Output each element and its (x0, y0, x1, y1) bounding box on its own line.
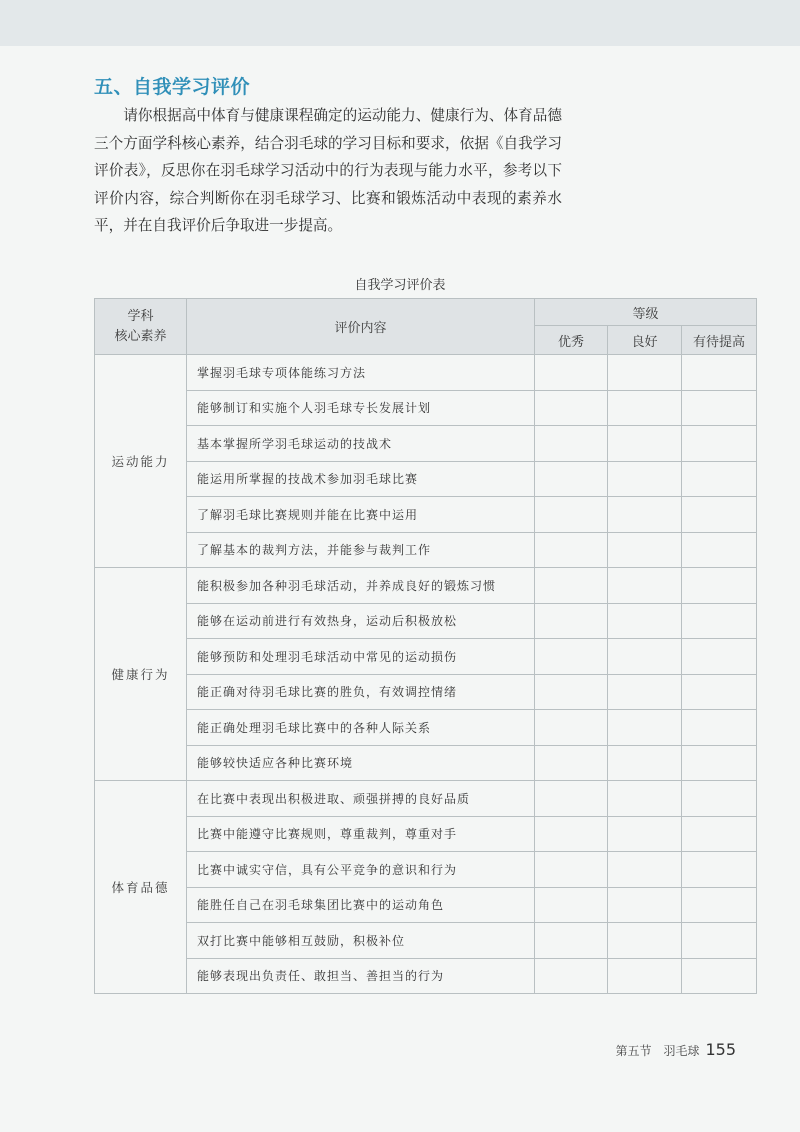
grade-cell-good[interactable] (608, 710, 682, 746)
grade-cell-good[interactable] (608, 745, 682, 781)
grade-cell-good[interactable] (608, 603, 682, 639)
grade-cell-improve[interactable] (682, 532, 757, 568)
eval-item: 能积极参加各种羽毛球活动，并养成良好的锻炼习惯 (187, 568, 535, 604)
grade-cell-excellent[interactable] (535, 603, 608, 639)
table-row (95, 355, 757, 391)
grade-cell-good[interactable] (608, 426, 682, 462)
eval-item: 了解羽毛球比赛规则并能在比赛中运用 (187, 497, 535, 533)
category-sport-ethics: 体育品德 (95, 781, 187, 994)
grade-cell-improve[interactable] (682, 887, 757, 923)
grade-cell-good[interactable] (608, 639, 682, 675)
header-grade: 等级 (535, 299, 757, 326)
eval-item: 能够较快适应各种比赛环境 (187, 745, 535, 781)
table-row (95, 852, 757, 888)
grade-cell-excellent[interactable] (535, 745, 608, 781)
eval-item: 双打比赛中能够相互鼓励，积极补位 (187, 923, 535, 959)
table-row (95, 426, 757, 462)
grade-cell-improve[interactable] (682, 639, 757, 675)
category-health-behavior: 健康行为 (95, 568, 187, 781)
eval-item: 比赛中诚实守信，具有公平竞争的意识和行为 (187, 852, 535, 888)
grade-cell-improve[interactable] (682, 426, 757, 462)
grade-cell-good[interactable] (608, 532, 682, 568)
grade-cell-good[interactable] (608, 674, 682, 710)
page-number: 155 (705, 1040, 736, 1059)
table-row (95, 781, 757, 817)
grade-cell-excellent[interactable] (535, 532, 608, 568)
grade-cell-excellent[interactable] (535, 461, 608, 497)
grade-cell-improve[interactable] (682, 852, 757, 888)
grade-cell-excellent[interactable] (535, 426, 608, 462)
table-row (95, 816, 757, 852)
table-row (95, 887, 757, 923)
grade-cell-improve[interactable] (682, 745, 757, 781)
eval-item: 在比赛中表现出积极进取、顽强拼搏的良好品质 (187, 781, 535, 817)
table-row (95, 745, 757, 781)
table-row (95, 390, 757, 426)
grade-cell-excellent[interactable] (535, 390, 608, 426)
eval-item: 基本掌握所学羽毛球运动的技战术 (187, 426, 535, 462)
grade-cell-improve[interactable] (682, 710, 757, 746)
header-level-excellent: 优秀 (535, 326, 608, 355)
grade-cell-improve[interactable] (682, 461, 757, 497)
grade-cell-improve[interactable] (682, 923, 757, 959)
grade-cell-good[interactable] (608, 887, 682, 923)
intro-paragraph: 请你根据高中体育与健康课程确定的运动能力、健康行为、体育品德三个方面学科核心素养，结合羽毛球的学习目标和要求，依据《自我学习评价表》，反思你在羽毛球学习活动中的行为表现与能力水平，参考以下评价内容，综合判断你在羽毛球学习、比赛和锻炼活动中表现的素养水平，并在自我评价后争取进一步提高。 (94, 107, 562, 235)
grade-cell-improve[interactable] (682, 816, 757, 852)
grade-cell-excellent[interactable] (535, 816, 608, 852)
table-row (95, 923, 757, 959)
page-footer (615, 1040, 736, 1059)
grade-cell-good[interactable] (608, 390, 682, 426)
eval-item: 能够制订和实施个人羽毛球专长发展计划 (187, 390, 535, 426)
grade-cell-excellent[interactable] (535, 568, 608, 604)
grade-cell-excellent[interactable] (535, 852, 608, 888)
grade-cell-excellent[interactable] (535, 674, 608, 710)
grade-cell-good[interactable] (608, 816, 682, 852)
header-subject: 学科 核心素养 (95, 299, 187, 355)
grade-cell-excellent[interactable] (535, 639, 608, 675)
grade-cell-excellent[interactable] (535, 781, 608, 817)
chapter-label: 第五节 羽毛球 (615, 1044, 700, 1058)
category-sport-ability: 运动能力 (95, 355, 187, 568)
header-level-improve: 有待提高 (682, 326, 757, 355)
grade-cell-improve[interactable] (682, 958, 757, 994)
grade-cell-good[interactable] (608, 852, 682, 888)
grade-cell-excellent[interactable] (535, 710, 608, 746)
table-row (95, 532, 757, 568)
section-title: 五、自我学习评价 (94, 76, 251, 98)
grade-cell-good[interactable] (608, 568, 682, 604)
eval-item: 能正确对待羽毛球比赛的胜负，有效调控情绪 (187, 674, 535, 710)
eval-item: 能够在运动前进行有效热身，运动后积极放松 (187, 603, 535, 639)
grade-cell-improve[interactable] (682, 674, 757, 710)
eval-item: 能胜任自己在羽毛球集团比赛中的运动角色 (187, 887, 535, 923)
table-row (95, 497, 757, 533)
eval-item: 能够表现出负责任、敢担当、善担当的行为 (187, 958, 535, 994)
grade-cell-excellent[interactable] (535, 887, 608, 923)
eval-item: 能正确处理羽毛球比赛中的各种人际关系 (187, 710, 535, 746)
table-row (95, 461, 757, 497)
table-row (95, 674, 757, 710)
table-row (95, 603, 757, 639)
grade-cell-improve[interactable] (682, 497, 757, 533)
table-row (95, 710, 757, 746)
grade-cell-improve[interactable] (682, 781, 757, 817)
self-evaluation-table (94, 298, 757, 994)
eval-item: 掌握羽毛球专项体能练习方法 (187, 355, 535, 391)
table-row (95, 568, 757, 604)
eval-item: 了解基本的裁判方法，并能参与裁判工作 (187, 532, 535, 568)
grade-cell-improve[interactable] (682, 568, 757, 604)
grade-cell-improve[interactable] (682, 355, 757, 391)
table-row (95, 639, 757, 675)
eval-item: 能运用所掌握的技战术参加羽毛球比赛 (187, 461, 535, 497)
grade-cell-excellent[interactable] (535, 958, 608, 994)
grade-cell-improve[interactable] (682, 390, 757, 426)
grade-cell-good[interactable] (608, 497, 682, 533)
eval-item: 能够预防和处理羽毛球活动中常见的运动损伤 (187, 639, 535, 675)
grade-cell-good[interactable] (608, 355, 682, 391)
grade-cell-excellent[interactable] (535, 497, 608, 533)
grade-cell-good[interactable] (608, 781, 682, 817)
table-row (95, 958, 757, 994)
grade-cell-good[interactable] (608, 958, 682, 994)
grade-cell-good[interactable] (608, 923, 682, 959)
grade-cell-good[interactable] (608, 461, 682, 497)
header-level-good: 良好 (608, 326, 682, 355)
grade-cell-excellent[interactable] (535, 923, 608, 959)
grade-cell-excellent[interactable] (535, 355, 608, 391)
header-content: 评价内容 (187, 299, 535, 355)
eval-item: 比赛中能遵守比赛规则，尊重裁判，尊重对手 (187, 816, 535, 852)
grade-cell-improve[interactable] (682, 603, 757, 639)
table-caption: 自我学习评价表 (354, 278, 446, 293)
